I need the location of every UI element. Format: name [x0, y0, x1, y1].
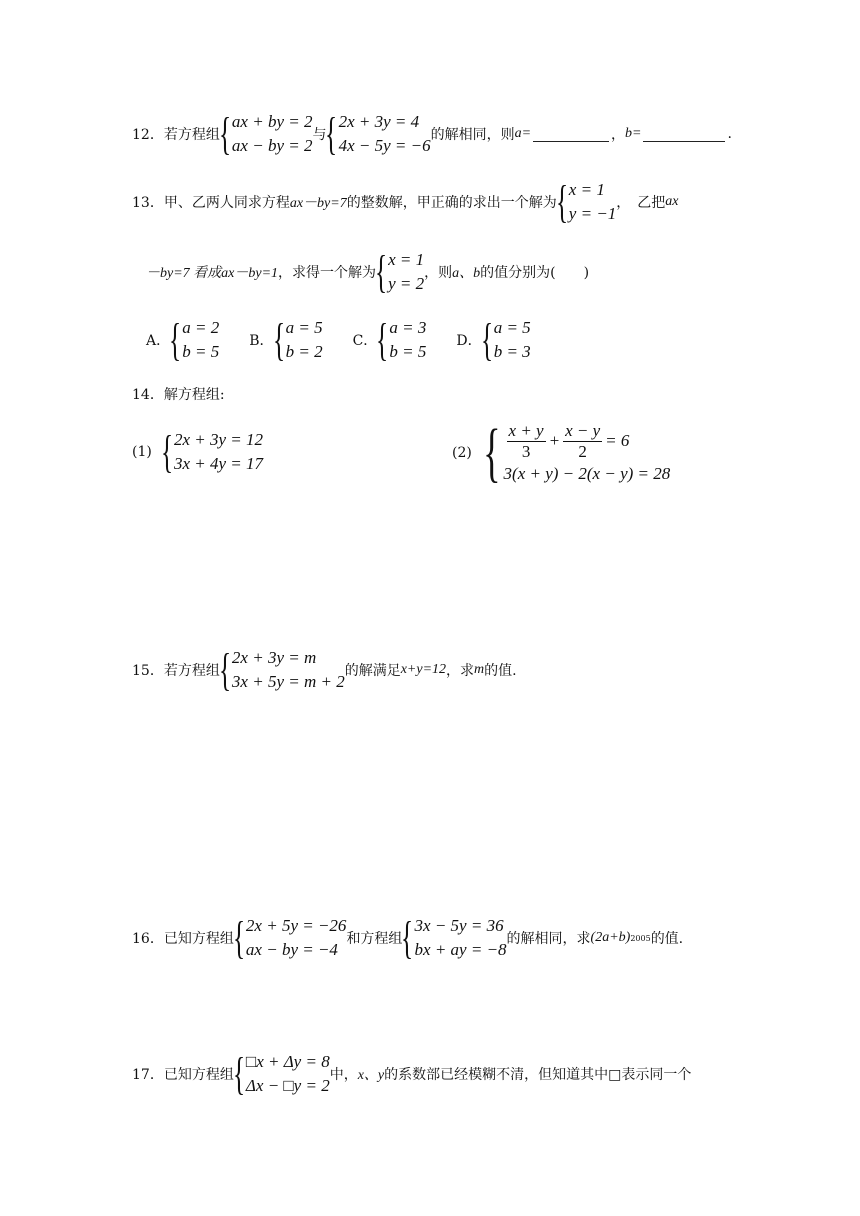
q17-system	[234, 1050, 330, 1098]
q13-line2-eq: ax－by=1	[221, 266, 279, 281]
option-d[interactable]	[456, 316, 530, 364]
q15-text-a: 若方程组	[163, 663, 220, 679]
q13-eq-ax: ax	[665, 194, 679, 209]
q12-sys1-row1: ax + by = 2	[231, 112, 313, 131]
brace-icon: {	[375, 246, 388, 297]
option-d-system	[482, 316, 531, 364]
q14-p2-plus: +	[548, 431, 561, 450]
q13-number: 13．	[132, 195, 164, 211]
q14-p1-label: (1)	[132, 444, 152, 460]
option-c-system	[377, 316, 426, 364]
q12-a-label: a=	[514, 126, 532, 141]
q16-text-b: 和方程组	[346, 931, 403, 947]
brace-icon: {	[160, 426, 173, 477]
option-a[interactable]	[146, 316, 219, 364]
fraction-1-den: 3	[521, 441, 531, 461]
q13-line2-ab: a、b	[452, 266, 481, 281]
q15-system	[220, 646, 345, 694]
q12-comma: ，	[611, 127, 626, 143]
q17-text-a: 已知方程组	[163, 1067, 234, 1083]
q13-line2-d: 的值分别为( )	[480, 265, 590, 281]
q13-sol1-row1: x = 1	[568, 180, 605, 199]
q13-sol1-row2: y = −1	[568, 204, 617, 223]
q14-p1-row2: 3x + 4y = 17	[173, 454, 263, 473]
fraction-1	[507, 421, 546, 462]
q13-sol2-row1: x = 1	[388, 250, 425, 269]
q13-equation: ax－by=7	[289, 196, 347, 211]
option-a-row1: a = 2	[182, 318, 220, 337]
fraction-1-num: x + y	[508, 420, 544, 440]
q17-text-c: 的系数部已经模糊不清，但知道其中□表示同一个	[384, 1067, 692, 1083]
q16-sys1-row1: 2x + 5y = −26	[245, 916, 347, 935]
q16-sys1-row2: ax − by = −4	[245, 940, 338, 959]
fraction-2-den: 2	[578, 441, 587, 461]
q14-p2-row2: 3(x + y) − 2(x − y) = 28	[503, 463, 671, 483]
q12-sys1-row2: ax − by = 2	[231, 136, 313, 155]
q12-sys2-row1: 2x + 3y = 4	[338, 112, 420, 131]
q17-row2: Δx − □y = 2	[245, 1076, 330, 1095]
q16-sys2-row1: 3x − 5y = 36	[414, 916, 504, 935]
q13-text-a: 甲、乙两人同求方程	[163, 195, 290, 211]
brace-icon: {	[272, 314, 285, 365]
q16-text-c: 的解相同，求	[506, 931, 591, 947]
q14-p2-label: (2)	[452, 445, 472, 461]
q14-part-2	[452, 416, 671, 489]
q15-condition: x+y=12	[400, 662, 447, 677]
question-13	[132, 178, 679, 226]
q13-solution-2	[376, 248, 424, 296]
q12-number: 12．	[132, 127, 164, 143]
answer-blank-b[interactable]	[643, 127, 725, 142]
brace-icon: {	[218, 644, 231, 695]
brace-icon: {	[325, 108, 338, 159]
q13-line2-a: －by=7 看成	[146, 266, 222, 281]
q12-system-1	[220, 110, 313, 158]
q16-system-2	[402, 914, 506, 962]
q16-expression: (2a+b)	[590, 930, 631, 945]
brace-icon: {	[376, 314, 389, 365]
q14-part-1	[132, 428, 263, 476]
q14-p2-system	[482, 416, 671, 489]
option-c-row1: a = 3	[389, 318, 427, 337]
q12-sys2-row2: 4x − 5y = −6	[338, 136, 431, 155]
q14-p1-row1: 2x + 3y = 12	[173, 430, 263, 449]
q13-options	[146, 316, 561, 364]
brace-icon: {	[232, 1048, 245, 1099]
option-c[interactable]	[353, 316, 427, 364]
q16-text-d: 的值.	[650, 931, 684, 947]
q16-system-1	[234, 914, 347, 962]
option-d-label: D．	[456, 333, 482, 349]
q12-text-a: 若方程组	[163, 127, 220, 143]
question-14-title: 14．解方程组:	[132, 387, 225, 403]
fraction-2-num: x − y	[565, 420, 601, 440]
brace-icon: {	[401, 912, 414, 963]
question-17	[132, 1050, 691, 1098]
brace-icon: {	[480, 314, 493, 365]
brace-icon: {	[555, 176, 568, 227]
option-c-row2: b = 5	[389, 342, 427, 361]
q14-p2-row1	[504, 421, 671, 462]
q17-number: 17．	[132, 1067, 164, 1083]
option-d-row2: b = 3	[493, 342, 531, 361]
q13-text-b: 的整数解，甲正确的求出一个解为	[346, 195, 557, 211]
question-13-line-2	[146, 248, 589, 296]
option-b-row1: a = 5	[285, 318, 323, 337]
q13-sol2-row2: y = 2	[388, 274, 425, 293]
q12-end: .	[727, 126, 732, 142]
fraction-2	[563, 421, 602, 462]
q16-exponent: 2005	[630, 933, 651, 943]
brace-icon: {	[232, 912, 245, 963]
option-c-label: C．	[352, 333, 378, 349]
option-b-row2: b = 2	[285, 342, 323, 361]
option-a-row2: b = 5	[182, 342, 220, 361]
brace-icon: {	[169, 314, 182, 365]
q12-b-label: b=	[625, 126, 642, 141]
question-15	[132, 646, 517, 694]
q17-vars: x、y	[357, 1068, 385, 1083]
q12-text-b: 的解相同，则	[430, 127, 515, 143]
q12-system-2	[326, 110, 430, 158]
q16-sys2-row2: bx + ay = −8	[414, 940, 507, 959]
q15-text-b: 的解满足	[344, 663, 401, 679]
q16-text-a: 已知方程组	[163, 931, 234, 947]
question-12	[132, 110, 732, 158]
option-b-label: B．	[249, 333, 274, 349]
question-16	[132, 914, 683, 962]
q13-line2-c: ，则	[424, 265, 453, 281]
q15-text-c: ，求	[446, 663, 475, 679]
q16-number: 16．	[132, 931, 164, 947]
q15-row2: 3x + 5y = m + 2	[231, 672, 345, 691]
option-b-system	[274, 316, 323, 364]
q13-solution-1	[557, 178, 617, 226]
brace-icon: {	[482, 416, 501, 489]
option-b[interactable]	[249, 316, 322, 364]
option-a-system	[170, 316, 219, 364]
q13-line2-b: ，求得一个解为	[278, 265, 377, 281]
q15-text-d: 的值.	[484, 663, 517, 679]
option-a-label: A．	[146, 333, 171, 349]
q15-number: 15．	[132, 663, 164, 679]
q14-p1-system	[162, 428, 263, 476]
answer-blank-a[interactable]	[533, 127, 609, 142]
brace-icon: {	[218, 108, 231, 159]
q17-row1: □x + Δy = 8	[245, 1052, 330, 1071]
q14-p2-rhs: = 6	[605, 431, 630, 450]
q17-text-b: 中，	[329, 1067, 358, 1083]
option-d-row1: a = 5	[493, 318, 531, 337]
q15-row1: 2x + 3y = m	[231, 648, 317, 667]
q15-var: m	[474, 662, 485, 677]
q13-text-c: ， 乙把	[616, 195, 666, 211]
q12-connector: 与	[312, 127, 327, 143]
